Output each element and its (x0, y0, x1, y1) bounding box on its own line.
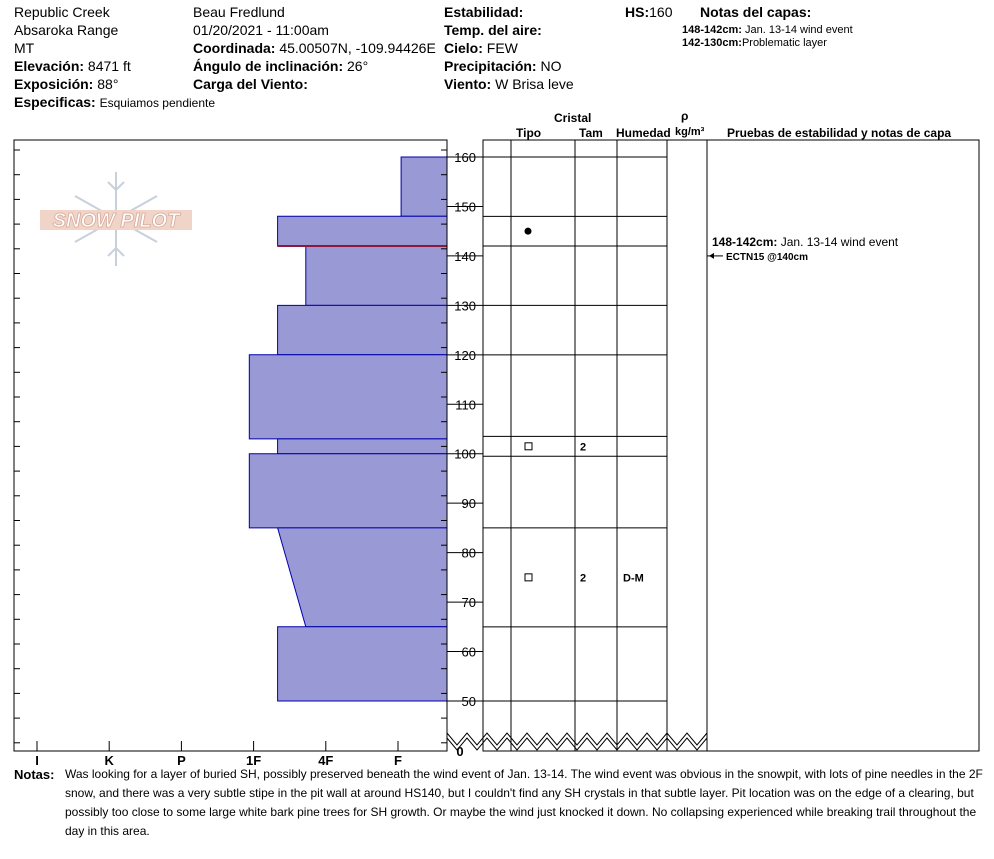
hardness-tick-label: F (394, 753, 402, 768)
rounded-grain-icon (525, 228, 532, 235)
air-temp-label: Temp. del aire: (444, 22, 542, 38)
stability-label: Estabilidad: (444, 4, 524, 20)
height-zero-label: 0 (456, 744, 464, 759)
axis-break-zigzag (447, 738, 707, 750)
layer-notes-label: Notas del capas: (700, 4, 812, 20)
observer: Beau Fredlund (193, 4, 285, 20)
hardness-layers (249, 157, 447, 701)
hardness-tick-label: P (177, 753, 186, 768)
sky-label: Cielo: (444, 40, 483, 56)
moisture-header: Humedad (616, 126, 671, 140)
layer-note-range: 148-142cm: (712, 235, 781, 250)
crystal-grid-frame (483, 140, 979, 751)
datetime: 01/20/2021 - 11:00am (193, 22, 329, 38)
faceted-crystal-icon (525, 443, 532, 450)
hardness-tick-label: 1F (246, 753, 262, 768)
stability-test-label: ECTN15 @140cm (726, 251, 809, 263)
layer-note-2-range: 142-130cm: (682, 37, 742, 49)
layer-note-entry (712, 235, 899, 249)
height-tick-label: 90 (461, 496, 476, 512)
layer-note-text: Jan. 13-14 wind event (780, 235, 899, 250)
aspect-value: 88° (97, 76, 119, 92)
range: Absaroka Range (14, 22, 119, 38)
layer-note-2-text: Problematic layer (741, 37, 827, 49)
crystal-moisture: D-M (623, 572, 644, 585)
crystal-header: Cristal (554, 111, 592, 125)
notes-text: Was looking for a layer of buried SH, possibly preserved beneath the wind event of Jan. 13-14. The wind event was obvious in the snowpit, with lots of pine needles in the 2F snow, and there was a very subtle stipe in the pit wall at around HS140, but I couldn't find any SH crystals in that subtle layer. Pit location was on the edge of a clearing, but possibly too close to some large white bark pine trees for SH growth. Or maybe the wind just knocked it down. No collapsing experienced while breaking trail throughout the day in this area. (65, 767, 983, 838)
height-tick-label: 150 (454, 199, 476, 215)
snowpilot-logo (40, 172, 192, 266)
hardness-tick-label: 4F (318, 753, 334, 768)
hardness-layer (401, 157, 447, 216)
specifics-value: Esquiamos pendiente (99, 96, 216, 110)
height-tick-label: 70 (461, 595, 476, 611)
height-tick-label: 110 (455, 397, 476, 413)
height-tick-label: 140 (454, 248, 476, 264)
sky-value: FEW (486, 40, 518, 56)
crystal-rows (525, 228, 644, 585)
logo-text: SNOW PILOT (52, 210, 180, 232)
layer-note-1-range: 148-142cm: (682, 24, 742, 36)
hardness-layer (306, 246, 447, 305)
height-tick-label: 50 (461, 694, 476, 709)
hardness-layer (278, 305, 447, 354)
arrow-left-icon (709, 253, 714, 259)
density-unit-header: kg/m³ (675, 126, 705, 138)
precip-value: NO (540, 58, 562, 74)
hardness-layer (278, 439, 447, 454)
hardness-tick-label: I (35, 753, 39, 768)
coord-label: Coordinada: (193, 40, 276, 56)
hs-label: HS: (625, 4, 650, 20)
stability-tests-header: Pruebas de estabilidad y notas de capa (727, 126, 952, 140)
location: Republic Creek (14, 4, 110, 20)
hardness-layer (278, 216, 447, 246)
height-tick-label: 60 (461, 644, 476, 660)
aspect-label: Exposición: (14, 76, 94, 92)
layer-note-1-text: Jan. 13-14 wind event (745, 24, 853, 36)
slope-label: Ángulo de inclinación: (193, 58, 344, 74)
wind-load-label: Carga del Viento: (193, 76, 308, 92)
crystal-size: 2 (580, 572, 587, 585)
height-tick-label: 130 (454, 298, 476, 314)
hardness-tick-label: K (104, 753, 114, 768)
crystal-size: 2 (580, 441, 587, 454)
wind-label: Viento: (444, 76, 492, 92)
height-tick-label: 160 (454, 150, 476, 165)
hs-value: 160 (649, 4, 673, 20)
coord-value: 45.00507N, -109.94426E (279, 40, 436, 56)
notes-label: Notas: (14, 767, 55, 782)
size-header: Tam (579, 126, 603, 140)
height-axis (447, 150, 483, 759)
height-tick-label: 100 (454, 446, 476, 462)
elevation-label: Elevación: (14, 58, 85, 74)
rho-header: ρ (681, 109, 689, 123)
precip-label: Precipitación: (444, 58, 537, 74)
state: MT (14, 40, 35, 56)
type-header: Tipo (516, 126, 542, 140)
hardness-layer (249, 454, 447, 528)
specifics-label: Especificas: (14, 94, 96, 110)
stability-notes (707, 235, 899, 263)
height-tick-label: 80 (461, 545, 476, 561)
elevation-value: 8471 ft (87, 58, 131, 74)
hardness-layer (249, 355, 447, 439)
hardness-layer (278, 528, 447, 627)
wind-value: W Brisa leve (495, 76, 574, 92)
slope-value: 26° (347, 58, 369, 74)
hardness-layer (278, 627, 447, 701)
height-tick-label: 120 (454, 347, 476, 363)
faceted-crystal-icon (525, 574, 532, 581)
